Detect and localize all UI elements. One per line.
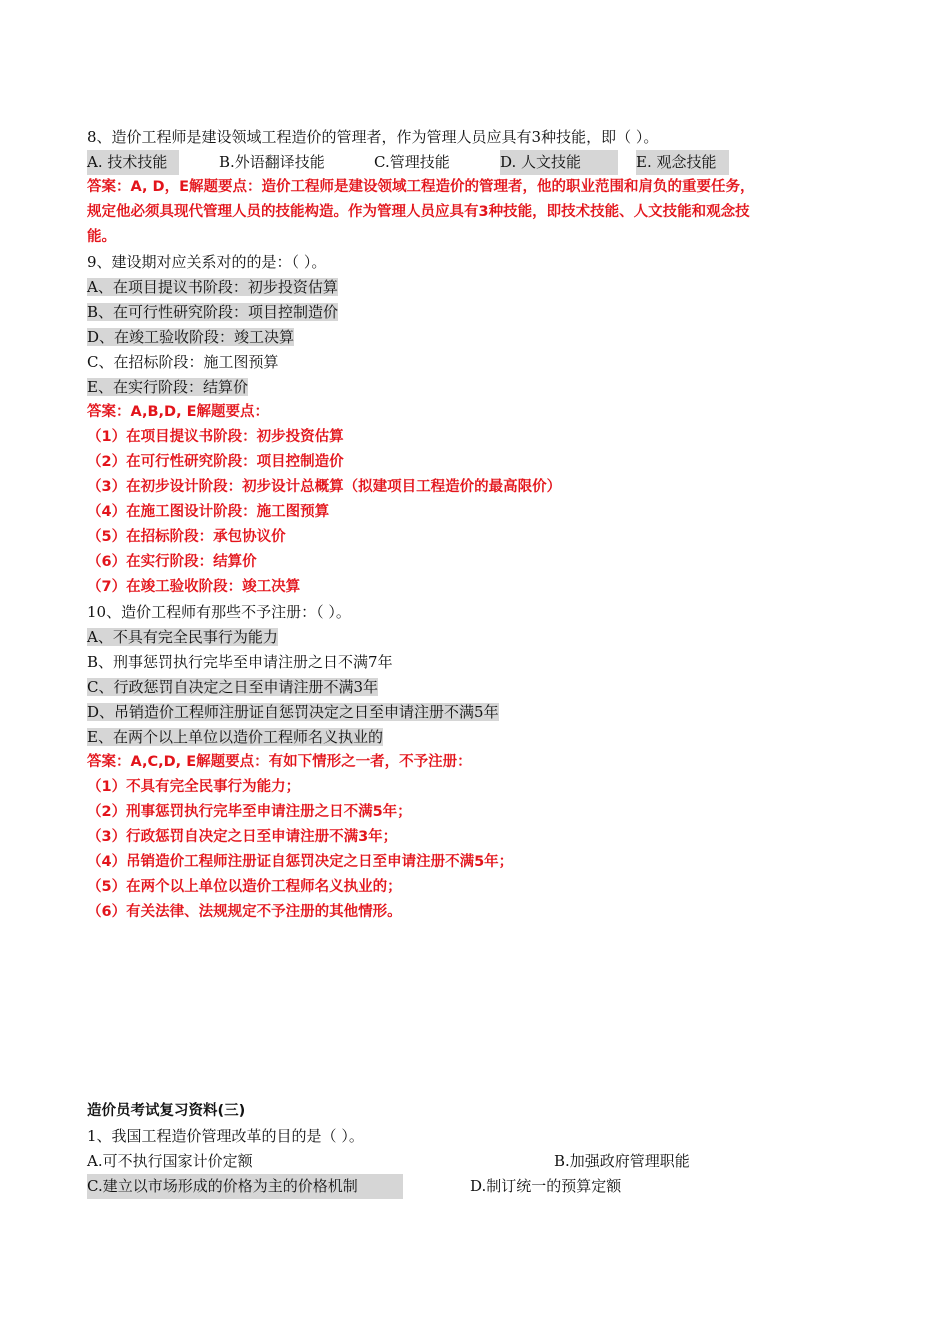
q10-answer-line-4: （3）行政惩罚自决定之日至申请注册不满3年； xyxy=(87,829,398,845)
q9-answer-line-3: （2）在可行性研究阶段：项目控制造价 xyxy=(87,454,344,470)
q9-option-e: E、在实行阶段：结算价 xyxy=(87,378,248,396)
q8-answer-line-2: 规定他必须具现代管理人员的技能构造。作为管理人员应具有3种技能，即技术技能、人文技能和观念技 xyxy=(87,204,750,220)
document-page xyxy=(87,125,867,1199)
q8-answer-line-1: 答案：A, D，E解题要点：造价工程师是建设领域工程造价的管理者，他的职业范围和肩负的重要任务， xyxy=(87,179,755,195)
q10-answer-line-7: （6）有关法律、法规规定不予注册的其他情形。 xyxy=(87,904,402,920)
q10-option-e: E、在两个以上单位以造价工程师名义执业的 xyxy=(87,728,383,746)
q9-option-b: B、在可行性研究阶段：项目控制造价 xyxy=(87,303,339,321)
question-8: 8、造价工程师是建设领域工程造价的管理者，作为管理人员应具有3种技能，即（ ）。 xyxy=(87,128,659,146)
q9-option-d: D、在竣工验收阶段：竣工决算 xyxy=(87,328,295,346)
q9-answer-line-1: 答案：A,B,D, E解题要点： xyxy=(87,404,270,420)
q9-option-c: C、在招标阶段：施工图预算 xyxy=(87,353,279,371)
q9-answer-line-8: （7）在竣工验收阶段：竣工决算 xyxy=(87,579,301,595)
question-9: 9、建设期对应关系对的的是：（ ）。 xyxy=(87,253,327,271)
section3-q1-options-row-1 xyxy=(87,1149,867,1174)
q10-option-a: A、不具有完全民事行为能力 xyxy=(87,628,278,646)
q10-answer-line-5: （4）吊销造价工程师注册证自惩罚决定之日至申请注册不满5年； xyxy=(87,854,514,870)
question-8-options xyxy=(87,150,867,175)
q10-answer-line-2: （1）不具有完全民事行为能力； xyxy=(87,779,301,795)
q9-answer-line-7: （6）在实行阶段：结算价 xyxy=(87,554,257,570)
q8-option-a: A. 技术技能 xyxy=(87,150,179,175)
q8-option-b: B.外语翻译技能 xyxy=(219,153,325,171)
q10-option-d: D、吊销造价工程师注册证自惩罚决定之日至申请注册不满5年 xyxy=(87,703,499,721)
page-gap xyxy=(87,925,867,1099)
q10-answer-line-1: 答案：A,C,D, E解题要点：有如下情形之一者，不予注册： xyxy=(87,754,472,770)
q9-option-a: A、在项目提议书阶段：初步投资估算 xyxy=(87,278,338,296)
q9-answer-line-6: （5）在招标阶段：承包协议价 xyxy=(87,529,286,545)
s3-q1-option-c: C.建立以市场形成的价格为主的价格机制 xyxy=(87,1174,403,1199)
section-title: 造价员考试复习资料(三) xyxy=(87,1103,246,1119)
q10-option-b: B、刑事惩罚执行完毕至申请注册之日不满7年 xyxy=(87,653,393,671)
q9-answer-line-4: （3）在初步设计阶段：初步设计总概算（拟建项目工程造价的最高限价） xyxy=(87,479,562,495)
section3-question-1: 1、我国工程造价管理改革的目的是（ ）。 xyxy=(87,1127,364,1145)
question-10: 10、造价工程师有那些不予注册：（ ）。 xyxy=(87,603,351,621)
s3-q1-option-a: A.可不执行国家计价定额 xyxy=(87,1152,253,1170)
q8-answer-line-3: 能。 xyxy=(87,229,116,245)
s3-q1-option-d: D.制订统一的预算定额 xyxy=(470,1177,622,1195)
q8-option-e: E. 观念技能 xyxy=(636,150,729,175)
q10-answer-line-6: （5）在两个以上单位以造价工程师名义执业的； xyxy=(87,879,402,895)
q8-option-c: C.管理技能 xyxy=(374,153,450,171)
q10-answer-line-3: （2）刑事惩罚执行完毕至申请注册之日不满5年； xyxy=(87,804,412,820)
s3-q1-option-b: B.加强政府管理职能 xyxy=(554,1152,690,1170)
q9-answer-line-2: （1）在项目提议书阶段：初步投资估算 xyxy=(87,429,344,445)
q9-answer-line-5: （4）在施工图设计阶段：施工图预算 xyxy=(87,504,330,520)
q8-option-d: D. 人文技能 xyxy=(500,150,618,175)
section3-q1-options-row-2 xyxy=(87,1174,867,1199)
q10-option-c: C、行政惩罚自决定之日至申请注册不满3年 xyxy=(87,678,379,696)
